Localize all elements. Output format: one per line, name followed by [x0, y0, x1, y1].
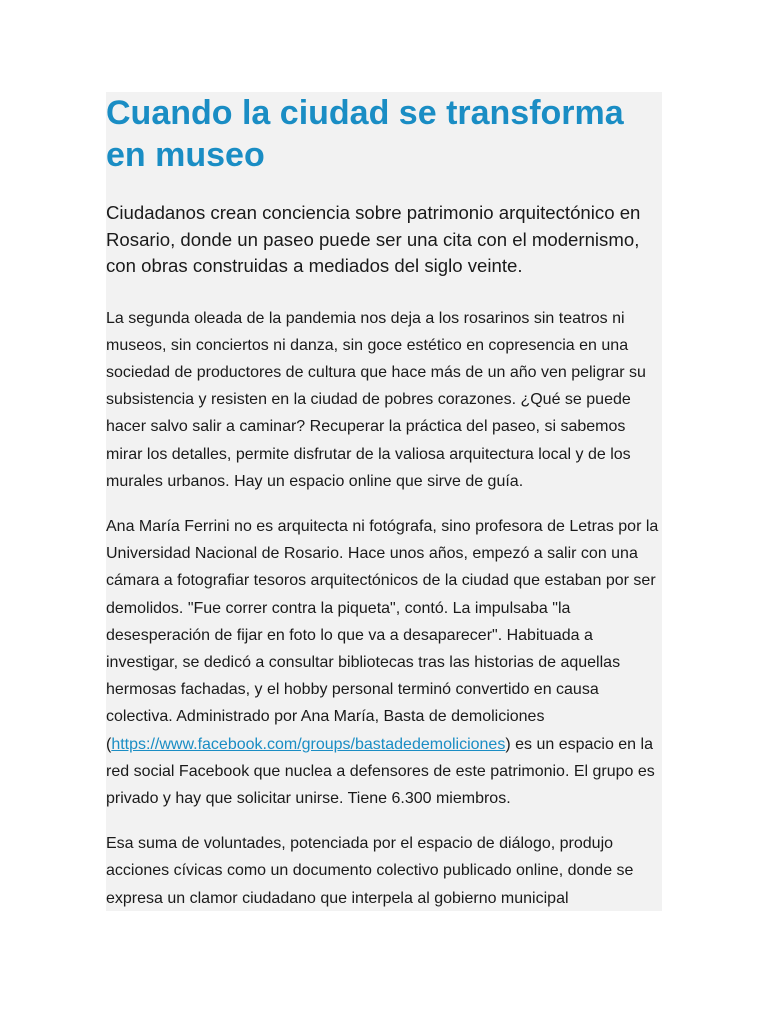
article-paragraph-2 — [106, 513, 662, 812]
article-paragraph-1: La segunda oleada de la pandemia nos deja a los rosarinos sin teatros ni museos, sin conciertos ni danza, sin goce estético en copresencia en una sociedad de productores de cultura que hace más de un año ven peligrar su subsistencia y resisten en la ciudad de pobres corazones. ¿Qué se puede hacer salvo salir a caminar? Recuperar la práctica del paseo, si sabemos mirar los detalles, permite disfrutar de la valiosa arquitectura local y de los murales urbanos. Hay un espacio online que sirve de guía. — [106, 309, 646, 490]
article-title: Cuando la ciudad se transforma en museo — [106, 94, 624, 174]
article-page — [106, 92, 662, 911]
paragraph-2-text-after: ) es un espacio en la red social Facebook que nuclea a defensores de este patrimonio. El grupo es privado y hay que solicitar unirse. Tiene 6.300 miembros. — [106, 735, 655, 807]
article-subtitle: Ciudadanos crean conciencia sobre patrimonio arquitectónico en Rosario, donde un paseo puede ser una cita con el modernismo, con obras construidas a mediados del siglo veinte. — [106, 202, 641, 276]
paragraph-2-text-before: Ana María Ferrini no es arquitecta ni fotógrafa, sino profesora de Letras por la Universidad Nacional de Rosario. Hace unos años, empezó a salir con una cámara a fotografiar tesoros arquitectónicos de la ciudad que estaban por ser demolidos. "Fue correr contra la piqueta", contó. La impulsaba "la desesperación de fijar en foto lo que va a desaparecer". Habituada a investigar, se dedicó a consultar bibliotecas tras las historias de aquellas hermosas fachadas, y el hobby personal terminó convertido en causa colectiva. Administrado por Ana María, Basta de demoliciones ( — [106, 517, 659, 753]
facebook-group-link[interactable]: https://www.facebook.com/groups/bastadedemoliciones — [111, 735, 506, 753]
article-paragraph-3: Esa suma de voluntades, potenciada por el espacio de diálogo, produjo acciones cívicas como un documento colectivo publicado online, donde se expresa un clamor ciudadano que interpela al gobierno municipal — [106, 835, 634, 907]
